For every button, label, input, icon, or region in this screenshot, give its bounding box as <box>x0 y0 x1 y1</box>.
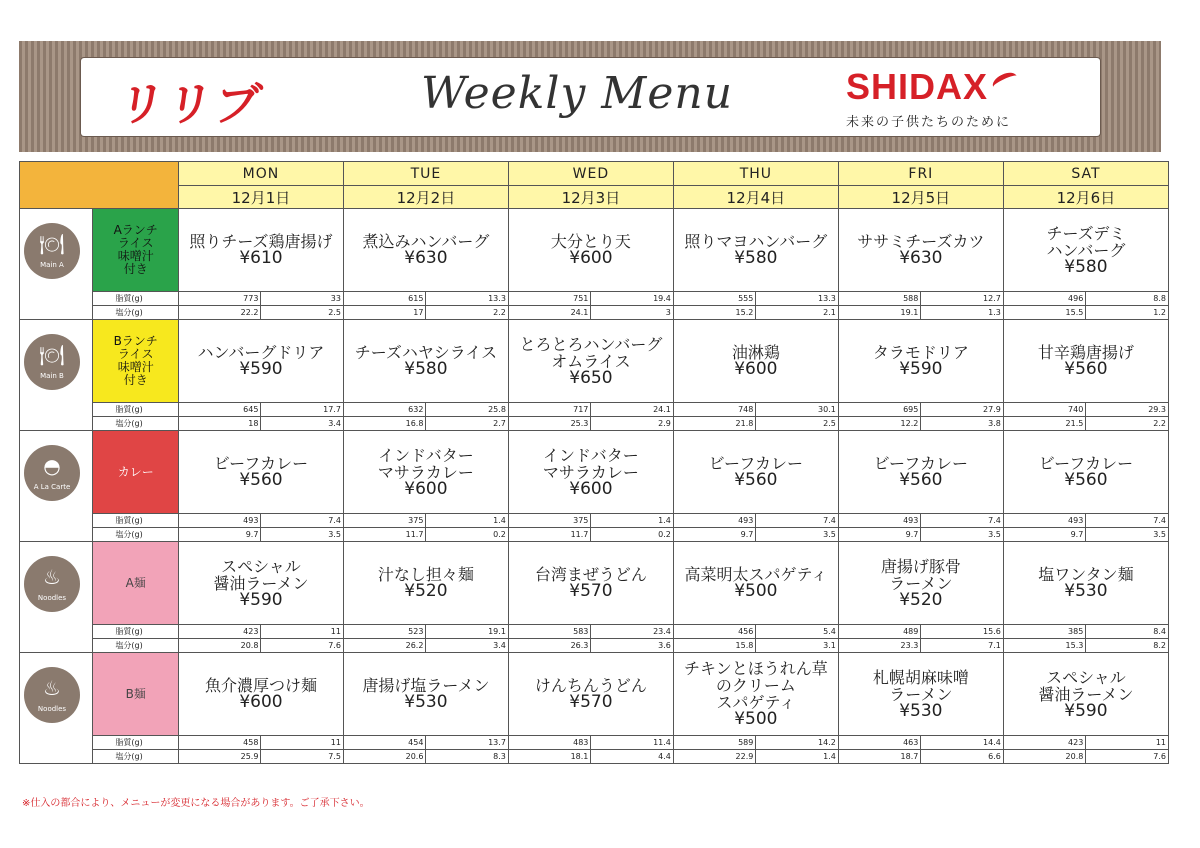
dish-name: ササミチーズカツ <box>857 232 985 251</box>
nutrition-unit: 塩分(g) <box>93 750 179 764</box>
dish-price: ¥590 <box>239 359 283 379</box>
dish-name: ビーフカレー <box>873 454 969 473</box>
nutrition-value: 25.9 <box>178 750 260 764</box>
nutrition-value: 11 <box>261 625 344 639</box>
dish-cell <box>1003 542 1168 625</box>
nutrition-value: 8.2 <box>1086 639 1169 653</box>
nutrition-unit: 塩分(g) <box>93 306 179 320</box>
dish-price: ¥520 <box>899 589 943 610</box>
dish-name: 札幌胡麻味噌 ラーメン <box>872 667 969 704</box>
nutrition-value: 17.7 <box>261 403 344 417</box>
dish-price: ¥570 <box>569 581 613 601</box>
date-header-row <box>20 186 1169 209</box>
nutrition-value: 632 <box>343 403 425 417</box>
date-cell: 12月2日 <box>343 186 508 209</box>
section-icon-label: Noodles <box>37 594 67 602</box>
day-wed: WED <box>508 162 673 186</box>
dish-name: 大分とり天 <box>550 232 631 251</box>
ririb-logo: リリブ <box>114 77 267 131</box>
nutrition-value: 583 <box>508 625 590 639</box>
day-sat: SAT <box>1003 162 1168 186</box>
dish-price: ¥600 <box>569 478 613 499</box>
dish-price: ¥520 <box>404 581 448 601</box>
date-cell: 12月5日 <box>838 186 1003 209</box>
nutrition-value: 9.7 <box>1003 528 1085 542</box>
nutrition-unit: 脂質(g) <box>93 292 179 306</box>
dish-cell <box>178 542 343 625</box>
noodle-bowl-icon <box>24 556 80 612</box>
nutrition-value: 4.4 <box>591 750 673 764</box>
nutrition-value: 15.3 <box>1003 639 1085 653</box>
dish-name: 魚介濃厚つけ麺 <box>204 676 317 695</box>
nutrition-value: 15.5 <box>1003 306 1085 320</box>
nutrition-value: 13.7 <box>426 736 508 750</box>
nutrition-value: 615 <box>343 292 425 306</box>
nutrition-value: 3.6 <box>591 639 673 653</box>
nutrition-value: 0.2 <box>591 528 673 542</box>
nutrition-value: 29.3 <box>1086 403 1169 417</box>
dish-cell <box>1003 653 1168 736</box>
dish-cell <box>178 209 343 292</box>
plate-icon <box>24 223 80 279</box>
dish-price: ¥560 <box>734 470 778 490</box>
dish-price: ¥560 <box>239 470 283 490</box>
dish-price: ¥600 <box>239 692 283 712</box>
nutrition-value: 33 <box>261 292 344 306</box>
dish-cell <box>1003 320 1168 403</box>
dish-price: ¥570 <box>569 692 613 712</box>
nutrition-value: 1.4 <box>426 514 508 528</box>
nutrition-unit: 塩分(g) <box>93 417 179 431</box>
dish-name: ビーフカレー <box>213 454 309 473</box>
category-label: Aランチ ライス 味噌汁 付き <box>93 209 179 292</box>
brand-name: SHIDAX <box>846 66 989 107</box>
dish-price: ¥580 <box>404 359 448 379</box>
dish-name: 塩ワンタン麺 <box>1038 565 1134 584</box>
dish-name: ハンバーグドリア <box>197 343 325 362</box>
dish-name: 唐揚げ豚骨 ラーメン <box>880 556 961 593</box>
dish-cell <box>1003 209 1168 292</box>
nutrition-value: 30.1 <box>756 403 839 417</box>
day-tue: TUE <box>343 162 508 186</box>
nutrition-value: 458 <box>178 736 260 750</box>
nutrition-value: 493 <box>1003 514 1085 528</box>
dish-price: ¥630 <box>404 248 448 268</box>
dish-price: ¥590 <box>899 359 943 379</box>
menu-row <box>20 653 1169 736</box>
icon-glyph: ◓ <box>43 454 61 478</box>
dish-price: ¥600 <box>734 359 778 379</box>
dish-cell <box>838 320 1003 403</box>
nutrition-value: 555 <box>673 292 755 306</box>
header-banner <box>19 41 1161 152</box>
nutrition-value: 7.4 <box>261 514 344 528</box>
dish-price: ¥500 <box>734 709 778 729</box>
dish-name: けんちんうどん <box>534 676 647 695</box>
nutrition-row <box>20 639 1169 653</box>
dish-cell <box>838 653 1003 736</box>
shidax-logo <box>846 66 1018 108</box>
date-cell: 12月3日 <box>508 186 673 209</box>
dish-cell <box>343 542 508 625</box>
nutrition-value: 7.4 <box>756 514 839 528</box>
nutrition-value: 2.2 <box>426 306 508 320</box>
dish-price: ¥530 <box>404 692 448 712</box>
category-label: B麺 <box>93 653 179 736</box>
page-title: Weekly Menu <box>421 68 734 119</box>
nutrition-value: 8.3 <box>426 750 508 764</box>
dish-name: 唐揚げ塩ラーメン <box>362 676 490 695</box>
date-cell: 12月1日 <box>178 186 343 209</box>
nutrition-value: 16.8 <box>343 417 425 431</box>
day-mon: MON <box>178 162 343 186</box>
dish-name: チキンとほうれん草 のクリーム スパゲティ <box>683 659 828 712</box>
dish-cell <box>508 653 673 736</box>
section-icon-label: Main A <box>40 261 64 269</box>
nutrition-value: 6.6 <box>921 750 1004 764</box>
nutrition-value: 14.4 <box>921 736 1004 750</box>
nutrition-value: 24.1 <box>508 306 590 320</box>
nutrition-unit: 脂質(g) <box>93 514 179 528</box>
nutrition-value: 9.7 <box>838 528 920 542</box>
dish-price: ¥600 <box>404 478 448 499</box>
nutrition-value: 18 <box>178 417 260 431</box>
dish-cell <box>343 653 508 736</box>
dish-name: チーズデミ ハンバーグ <box>1046 223 1126 260</box>
nutrition-value: 2.9 <box>591 417 673 431</box>
dish-price: ¥560 <box>1064 470 1108 490</box>
nutrition-row <box>20 750 1169 764</box>
nutrition-row <box>20 417 1169 431</box>
dish-cell <box>838 542 1003 625</box>
nutrition-value: 375 <box>508 514 590 528</box>
dish-cell <box>1003 431 1168 514</box>
dish-name: スペシャル 醤油ラーメン <box>213 556 309 593</box>
nutrition-value: 15.6 <box>921 625 1004 639</box>
nutrition-value: 9.7 <box>178 528 260 542</box>
icon-glyph: 🍽 <box>39 232 65 256</box>
icon-glyph: 🍽 <box>39 343 65 367</box>
dish-cell <box>178 431 343 514</box>
nutrition-value: 1.3 <box>921 306 1004 320</box>
nutrition-value: 1.4 <box>591 514 673 528</box>
nutrition-row <box>20 292 1169 306</box>
nutrition-value: 3.5 <box>756 528 839 542</box>
section-icon-cell <box>20 542 93 653</box>
dish-price: ¥500 <box>734 581 778 601</box>
dish-name: インドバター マサラカレー <box>377 445 474 482</box>
nutrition-value: 19.4 <box>591 292 673 306</box>
dish-name: 台湾まぜうどん <box>534 565 647 584</box>
nutrition-value: 20.8 <box>1003 750 1085 764</box>
dish-price: ¥580 <box>1064 256 1108 277</box>
nutrition-value: 2.2 <box>1086 417 1169 431</box>
dish-cell <box>673 653 838 736</box>
nutrition-unit: 脂質(g) <box>93 403 179 417</box>
nutrition-value: 454 <box>343 736 425 750</box>
nutrition-value: 463 <box>838 736 920 750</box>
nutrition-value: 489 <box>838 625 920 639</box>
nutrition-value: 3.4 <box>261 417 344 431</box>
nutrition-value: 19.1 <box>838 306 920 320</box>
nutrition-value: 11.7 <box>343 528 425 542</box>
nutrition-value: 3.5 <box>261 528 344 542</box>
icon-glyph: ♨ <box>43 565 61 589</box>
menu-row <box>20 431 1169 514</box>
nutrition-value: 8.4 <box>1086 625 1169 639</box>
nutrition-row <box>20 625 1169 639</box>
dish-cell <box>838 209 1003 292</box>
nutrition-value: 748 <box>673 403 755 417</box>
nutrition-value: 11 <box>1086 736 1169 750</box>
date-cell: 12月6日 <box>1003 186 1168 209</box>
nutrition-value: 23.3 <box>838 639 920 653</box>
nutrition-value: 588 <box>838 292 920 306</box>
nutrition-value: 2.5 <box>261 306 344 320</box>
dish-name: スペシャル 醤油ラーメン <box>1038 667 1134 704</box>
nutrition-value: 25.8 <box>426 403 508 417</box>
nutrition-value: 17 <box>343 306 425 320</box>
nutrition-value: 375 <box>343 514 425 528</box>
dish-price: ¥610 <box>239 248 283 268</box>
nutrition-value: 5.4 <box>756 625 839 639</box>
nutrition-value: 3.1 <box>756 639 839 653</box>
nutrition-value: 12.2 <box>838 417 920 431</box>
dish-cell <box>508 431 673 514</box>
dish-price: ¥590 <box>239 589 283 610</box>
nutrition-value: 14.2 <box>756 736 839 750</box>
nutrition-value: 493 <box>673 514 755 528</box>
nutrition-value: 1.2 <box>1086 306 1169 320</box>
nutrition-value: 7.4 <box>1086 514 1169 528</box>
nutrition-value: 26.2 <box>343 639 425 653</box>
dish-name: 油淋鶏 <box>731 343 780 362</box>
dish-name: インドバター マサラカレー <box>542 445 639 482</box>
section-icon-cell <box>20 431 93 542</box>
section-icon-cell <box>20 209 93 320</box>
dish-price: ¥560 <box>1064 359 1108 379</box>
dish-name: 照りチーズ鶏唐揚げ <box>189 232 333 251</box>
nutrition-value: 22.9 <box>673 750 755 764</box>
brand-tagline: 未来の子供たちのために <box>846 115 1012 130</box>
nutrition-value: 7.1 <box>921 639 1004 653</box>
menu-row <box>20 320 1169 403</box>
nutrition-value: 2.1 <box>756 306 839 320</box>
nutrition-value: 483 <box>508 736 590 750</box>
nutrition-value: 27.9 <box>921 403 1004 417</box>
nutrition-value: 18.1 <box>508 750 590 764</box>
nutrition-unit: 脂質(g) <box>93 625 179 639</box>
day-fri: FRI <box>838 162 1003 186</box>
dish-name: チーズハヤシライス <box>354 343 498 362</box>
nutrition-value: 24.1 <box>591 403 673 417</box>
nutrition-value: 21.5 <box>1003 417 1085 431</box>
dish-cell <box>508 320 673 403</box>
dish-cell <box>343 320 508 403</box>
nutrition-value: 9.7 <box>673 528 755 542</box>
nutrition-row <box>20 528 1169 542</box>
nutrition-value: 0.2 <box>426 528 508 542</box>
cloche-icon <box>24 445 80 501</box>
nutrition-row <box>20 306 1169 320</box>
nutrition-value: 523 <box>343 625 425 639</box>
nutrition-value: 456 <box>673 625 755 639</box>
dish-cell <box>178 320 343 403</box>
nutrition-unit: 塩分(g) <box>93 639 179 653</box>
icon-glyph: ♨ <box>43 676 61 700</box>
nutrition-value: 7.5 <box>261 750 344 764</box>
nutrition-value: 12.7 <box>921 292 1004 306</box>
dish-cell <box>508 209 673 292</box>
noodle-bowl-icon <box>24 667 80 723</box>
nutrition-row <box>20 736 1169 750</box>
nutrition-value: 3.5 <box>921 528 1004 542</box>
nutrition-value: 20.6 <box>343 750 425 764</box>
day-thu: THU <box>673 162 838 186</box>
dish-name: 照りマヨハンバーグ <box>684 232 828 251</box>
nutrition-value: 3.4 <box>426 639 508 653</box>
nutrition-value: 13.3 <box>426 292 508 306</box>
nutrition-value: 23.4 <box>591 625 673 639</box>
dish-price: ¥530 <box>899 700 943 721</box>
dish-cell <box>673 431 838 514</box>
nutrition-value: 493 <box>178 514 260 528</box>
dish-price: ¥590 <box>1064 700 1108 721</box>
nutrition-value: 7.4 <box>921 514 1004 528</box>
category-label: Bランチ ライス 味噌汁 付き <box>93 320 179 403</box>
nutrition-value: 3.5 <box>1086 528 1169 542</box>
nutrition-value: 15.8 <box>673 639 755 653</box>
dish-name: 煮込みハンバーグ <box>362 232 490 251</box>
dish-cell <box>673 320 838 403</box>
dish-cell <box>343 209 508 292</box>
menu-row <box>20 209 1169 292</box>
dish-price: ¥600 <box>569 248 613 268</box>
dish-name: ビーフカレー <box>708 454 804 473</box>
nutrition-value: 3.8 <box>921 417 1004 431</box>
dish-cell <box>838 431 1003 514</box>
dish-price: ¥530 <box>1064 581 1108 601</box>
nutrition-value: 1.4 <box>756 750 839 764</box>
dish-price: ¥580 <box>734 248 778 268</box>
category-label: カレー <box>93 431 179 514</box>
nutrition-value: 2.5 <box>756 417 839 431</box>
nutrition-value: 26.3 <box>508 639 590 653</box>
nutrition-value: 20.8 <box>178 639 260 653</box>
dish-cell <box>508 542 673 625</box>
dish-name: ビーフカレー <box>1038 454 1134 473</box>
nutrition-value: 22.2 <box>178 306 260 320</box>
nutrition-value: 751 <box>508 292 590 306</box>
weekly-menu-table <box>19 161 1169 764</box>
nutrition-value: 7.6 <box>261 639 344 653</box>
nutrition-value: 773 <box>178 292 260 306</box>
nutrition-value: 11 <box>261 736 344 750</box>
dish-cell <box>673 542 838 625</box>
nutrition-value: 7.6 <box>1086 750 1169 764</box>
dish-name: タラモドリア <box>872 343 969 362</box>
category-label: A麺 <box>93 542 179 625</box>
nutrition-value: 423 <box>178 625 260 639</box>
date-cell: 12月4日 <box>673 186 838 209</box>
nutrition-value: 385 <box>1003 625 1085 639</box>
nutrition-value: 717 <box>508 403 590 417</box>
dish-name: とろとろハンバーグ オムライス <box>519 334 663 371</box>
nutrition-unit: 脂質(g) <box>93 736 179 750</box>
nutrition-value: 21.8 <box>673 417 755 431</box>
section-icon-label: A La Carte <box>33 483 71 491</box>
section-icon-cell <box>20 320 93 431</box>
swoosh-icon <box>990 69 1020 94</box>
nutrition-unit: 塩分(g) <box>93 528 179 542</box>
nutrition-value: 19.1 <box>426 625 508 639</box>
nutrition-value: 589 <box>673 736 755 750</box>
dish-price: ¥560 <box>899 470 943 490</box>
nutrition-row <box>20 403 1169 417</box>
nutrition-value: 423 <box>1003 736 1085 750</box>
nutrition-value: 11.7 <box>508 528 590 542</box>
nutrition-value: 18.7 <box>838 750 920 764</box>
section-icon-label: Noodles <box>37 705 67 713</box>
nutrition-value: 493 <box>838 514 920 528</box>
nutrition-value: 740 <box>1003 403 1085 417</box>
menu-row <box>20 542 1169 625</box>
header-panel <box>81 58 1100 136</box>
header-corner <box>20 162 179 209</box>
section-icon-cell <box>20 653 93 764</box>
nutrition-value: 496 <box>1003 292 1085 306</box>
nutrition-value: 3 <box>591 306 673 320</box>
dish-name: 甘辛鶏唐揚げ <box>1037 343 1134 362</box>
dish-name: 高菜明太スパゲティ <box>684 565 828 584</box>
nutrition-value: 11.4 <box>591 736 673 750</box>
dish-cell <box>673 209 838 292</box>
dish-price: ¥650 <box>569 367 613 388</box>
nutrition-value: 8.8 <box>1086 292 1169 306</box>
nutrition-value: 695 <box>838 403 920 417</box>
dish-cell <box>343 431 508 514</box>
dish-name: 汁なし担々麺 <box>377 565 474 584</box>
dish-price: ¥630 <box>899 248 943 268</box>
nutrition-row <box>20 514 1169 528</box>
nutrition-value: 25.3 <box>508 417 590 431</box>
plate-icon <box>24 334 80 390</box>
section-icon-label: Main B <box>40 372 64 380</box>
change-notice: ※仕入の都合により、メニューが変更になる場合があります。ご了承下さい。 <box>22 798 370 809</box>
nutrition-value: 15.2 <box>673 306 755 320</box>
dish-cell <box>178 653 343 736</box>
nutrition-value: 2.7 <box>426 417 508 431</box>
day-header-row <box>20 162 1169 186</box>
nutrition-value: 645 <box>178 403 260 417</box>
nutrition-value: 13.3 <box>756 292 839 306</box>
